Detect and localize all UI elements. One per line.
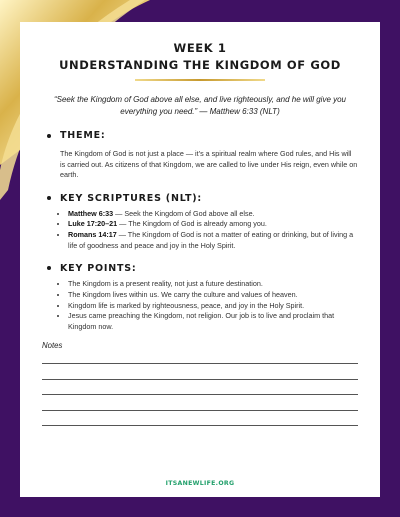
key-points-heading-label: KEY POINTS: bbox=[60, 262, 137, 274]
list-item: • The Kingdom is a present reality, not just a future destination. bbox=[68, 279, 358, 289]
note-line bbox=[42, 425, 358, 426]
list-item: • The Kingdom lives within us. We carry the culture and values of heaven. bbox=[68, 290, 358, 300]
list-item bbox=[68, 209, 358, 219]
worksheet-card bbox=[20, 22, 380, 497]
key-points-list bbox=[42, 279, 358, 332]
note-line bbox=[42, 379, 358, 380]
theme-text: The Kingdom of God is not just a place — it’s a spiritual realm where God rules, and His will is carried out. As citizens of that Kingdom, we are called to live under His reign, even while on earth. bbox=[60, 149, 358, 179]
scripture-text: — Seek the Kingdom of God above all else. bbox=[113, 208, 255, 218]
bullet-icon bbox=[47, 266, 51, 270]
key-points-heading bbox=[42, 263, 358, 274]
theme-heading bbox=[42, 130, 358, 141]
note-line bbox=[42, 363, 358, 364]
scripture-quote: “Seek the Kingdom of God above all else, and live righteously, and he will give you everything you need.” — Matthew 6:33 (NLT) bbox=[53, 95, 347, 116]
bullet-icon bbox=[47, 134, 51, 138]
bullet-icon bbox=[47, 196, 51, 200]
title-divider bbox=[135, 79, 265, 81]
list-item: • Kingdom life is marked by righteousness, peace, and joy in the Holy Spirit. bbox=[68, 301, 358, 311]
list-item bbox=[68, 219, 358, 229]
theme-heading-label: THEME: bbox=[60, 130, 106, 141]
scriptures-list bbox=[42, 209, 358, 251]
week-label: WEEK 1 bbox=[173, 41, 227, 55]
note-line bbox=[42, 394, 358, 395]
footer-website: ITSANEWLIFE.ORG bbox=[165, 480, 235, 487]
scriptures-heading bbox=[42, 193, 358, 204]
list-item bbox=[68, 230, 358, 251]
notes-label: Notes bbox=[42, 341, 63, 351]
scripture-text: — The Kingdom of God is already among you. bbox=[117, 219, 267, 229]
scripture-ref: Matthew 6:33 bbox=[68, 208, 114, 218]
scripture-ref: Romans 14:17 bbox=[68, 230, 117, 240]
scripture-text: — The Kingdom of God is not a matter of eating or drinking, but of living a life of goodness and peace and joy in the Holy Spirit. bbox=[68, 230, 354, 250]
list-item: • Jesus came preaching the Kingdom, not religion. Our job is to live and proclaim that Kingdom now. bbox=[68, 311, 358, 332]
page-title: UNDERSTANDING THE KINGDOM OF GOD bbox=[59, 58, 341, 72]
scripture-ref: Luke 17:20–21 bbox=[68, 219, 118, 229]
scriptures-heading-label: KEY SCRIPTURES (NLT): bbox=[60, 192, 203, 204]
note-line bbox=[42, 410, 358, 411]
